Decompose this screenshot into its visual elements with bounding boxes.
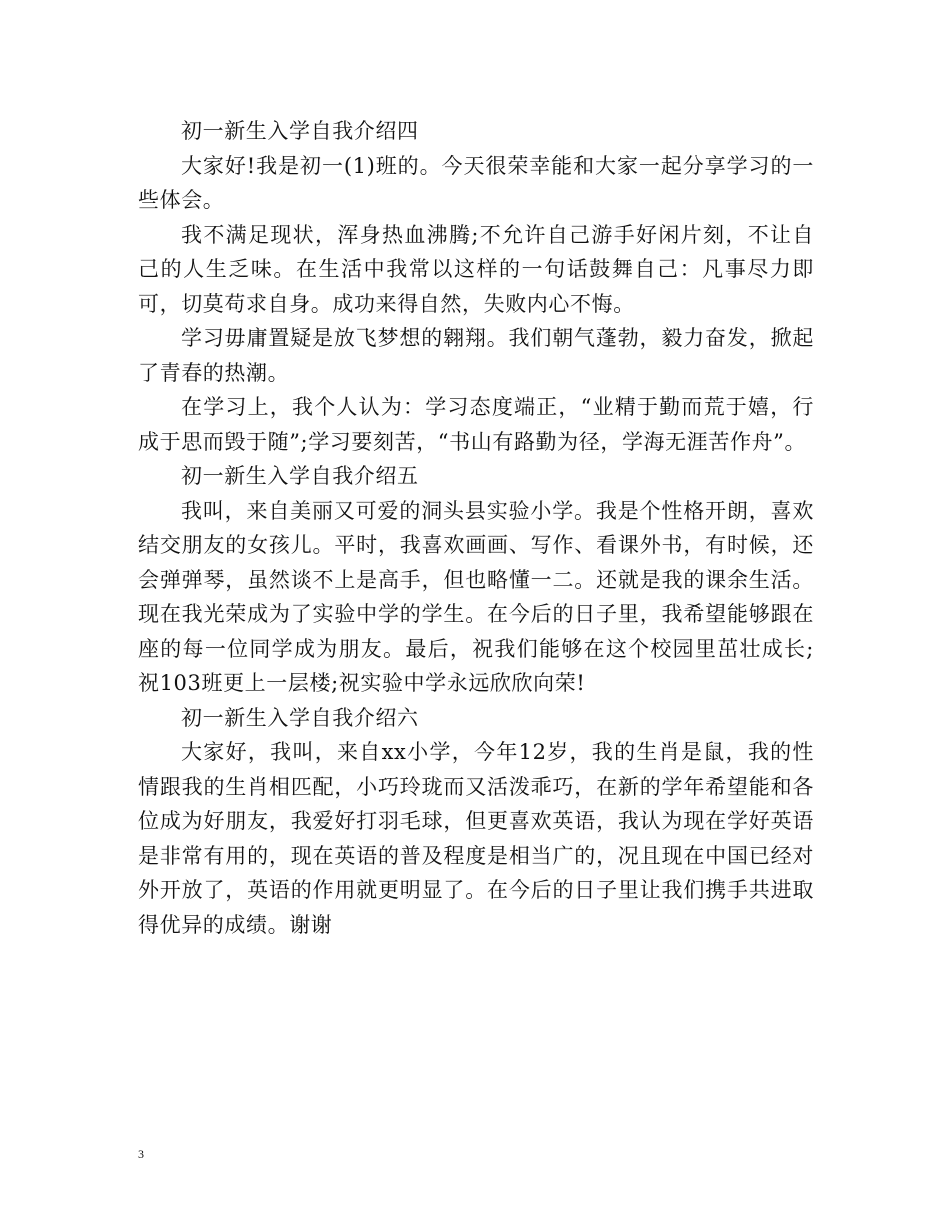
section-heading-6: 初一新生入学自我介绍六 (181, 705, 419, 730)
body-paragraph: 大家好!我是初一(1)班的。今天很荣幸能和大家一起分享学习的一些体会。 (138, 153, 814, 212)
body-paragraph: 在学习上，我个人认为：学习态度端正，“业精于勤而荒于嬉，行成于思而毁于随”;学习要刻苦，“书山有路勤为径，学海无涯苦作舟”。 (138, 395, 814, 454)
document-body (138, 114, 814, 942)
body-paragraph: 学习毋庸置疑是放飞梦想的翱翔。我们朝气蓬勃，毅力奋发，掀起了青春的热潮。 (138, 326, 814, 385)
section-heading-4: 初一新生入学自我介绍四 (181, 119, 419, 143)
body-paragraph: 我不满足现状，浑身热血沸腾;不允许自己游手好闲片刻，不让自己的人生乏味。在生活中我常以这样的一句话鼓舞自己：凡事尽力即可，切莫苟求自身。成功来得自然，失败内心不悔。 (138, 222, 814, 316)
body-paragraph: 大家好，我叫，来自xx小学，今年12岁，我的生肖是鼠，我的性情跟我的生肖相匹配，小巧玲珑而又活泼乖巧，在新的学年希望能和各位成为好朋友，我爱好打羽毛球，但更喜欢英语，我认为现在学好英语是非常有用的，现在英语的普及程度是相当广的，况且现在中国已经对外开放了，英语的作用就更明显了。在今后的日子里让我们携手共进取得优异的成绩。谢谢 (138, 740, 814, 937)
section-heading-5: 初一新生入学自我介绍五 (181, 464, 419, 488)
body-paragraph: 我叫，来自美丽又可爱的洞头县实验小学。我是个性格开朗，喜欢结交朋友的女孩儿。平时，我喜欢画画、写作、看课外书，有时候，还会弹弹琴，虽然谈不上是高手，但也略懂一二。还就是我的课余生活。现在我光荣成为了实验中学的学生。在今后的日子里，我希望能够跟在座的每一位同学成为朋友。最后，祝我们能够在这个校园里茁壮成长;祝103班更上一层楼;祝实验中学永远欣欣向荣! (138, 498, 814, 695)
page-number: 3 (138, 1147, 144, 1161)
